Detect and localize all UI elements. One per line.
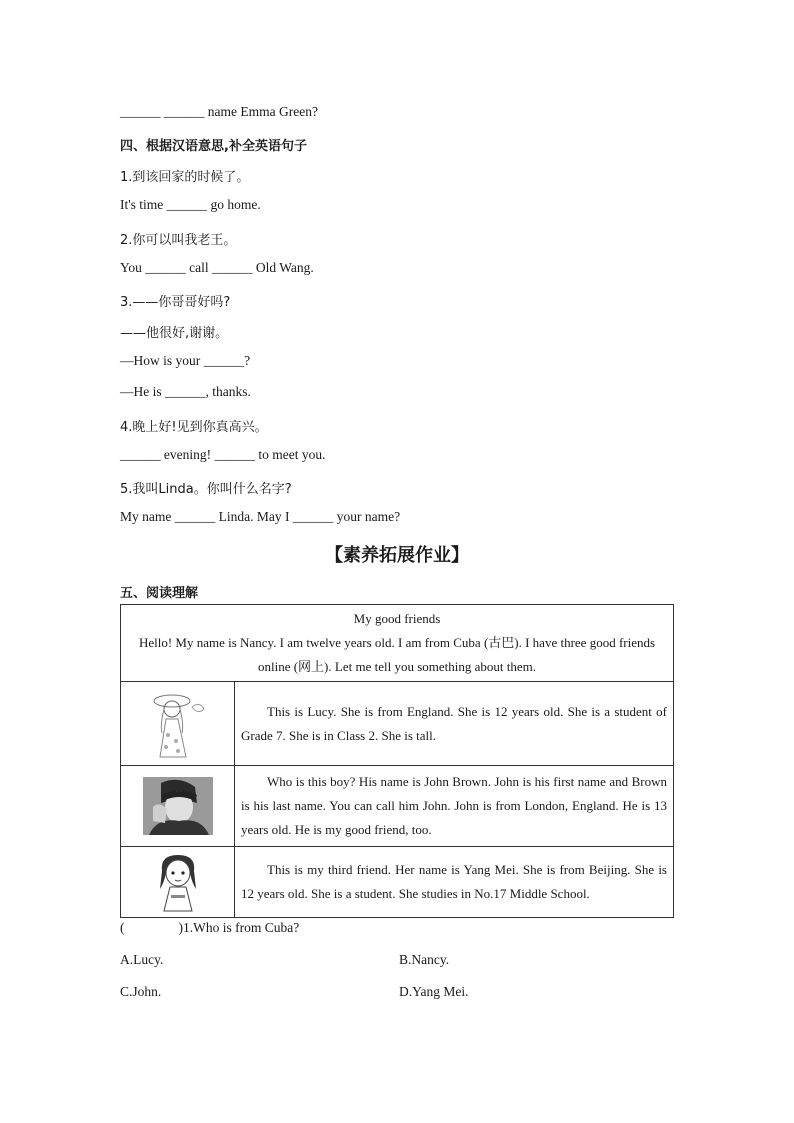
question-4-english: ______ evening! ______ to meet you. xyxy=(120,447,326,462)
lucy-picture-cell xyxy=(121,682,235,766)
reading-passage-table xyxy=(120,604,674,918)
lucy-description: This is Lucy. She is from England. She is 12 years old. She is a student of Grade 7. She is in Class 2. She is tall. xyxy=(235,682,674,766)
question-2-english: You ______ call ______ Old Wang. xyxy=(120,260,314,275)
question-1-chinese: 1.到该回家的时候了。 xyxy=(120,170,250,185)
section-five-title: 五、阅读理解 xyxy=(120,586,199,601)
john-picture-cell xyxy=(121,766,235,847)
option-a: A.Lucy. xyxy=(120,952,164,967)
question-1-stem: ( )1.Who is from Cuba? xyxy=(120,920,300,935)
extension-homework-title: 【素养拓展作业】 xyxy=(325,545,469,566)
question-3-chinese: 3.——你哥哥好吗? xyxy=(120,295,231,310)
question-2-chinese: 2.你可以叫我老王。 xyxy=(120,233,237,248)
passage-header-cell xyxy=(121,605,674,682)
question-3-english-b: —He is ______, thanks. xyxy=(120,384,251,399)
option-b: B.Nancy. xyxy=(399,952,450,967)
passage-title: My good friends xyxy=(353,611,441,626)
yang-mei-picture-cell xyxy=(121,847,235,918)
question-3-english-a: —How is your ______? xyxy=(120,353,251,368)
girl-with-hat-icon xyxy=(142,689,214,759)
john-description: Who is this boy? His name is John Brown. John is his first name and Brown is his last name. You can call him John. John is from London, England. He is 13 years old. He is my good friend, too. xyxy=(235,766,674,847)
fill-blank-line: ______ ______ name Emma Green? xyxy=(120,104,318,119)
question-5-chinese: 5.我叫Linda。你叫什么名字? xyxy=(120,482,292,497)
question-4-chinese: 4.晚上好!见到你真高兴。 xyxy=(120,420,268,435)
section-four-title: 四、根据汉语意思,补全英语句子 xyxy=(120,139,307,154)
option-c: C.John. xyxy=(120,984,162,999)
option-d: D.Yang Mei. xyxy=(399,984,469,999)
girl-cartoon-icon xyxy=(148,851,208,913)
question-3-chinese-reply: ——他很好,谢谢。 xyxy=(120,326,229,341)
passage-intro: Hello! My name is Nancy. I am twelve years old. I am from Cuba (古巴). I have three good friends online (网上). Let me tell you something about them. xyxy=(138,635,656,674)
question-5-english: My name ______ Linda. May I ______ your name? xyxy=(120,509,401,524)
yang-mei-description: This is my third friend. Her name is Yang Mei. She is from Beijing. She is 12 years old. She is a student. She studies in No.17 Middle School. xyxy=(235,847,674,918)
boy-portrait-icon xyxy=(143,777,213,835)
question-1-english: It's time ______ go home. xyxy=(120,197,261,212)
